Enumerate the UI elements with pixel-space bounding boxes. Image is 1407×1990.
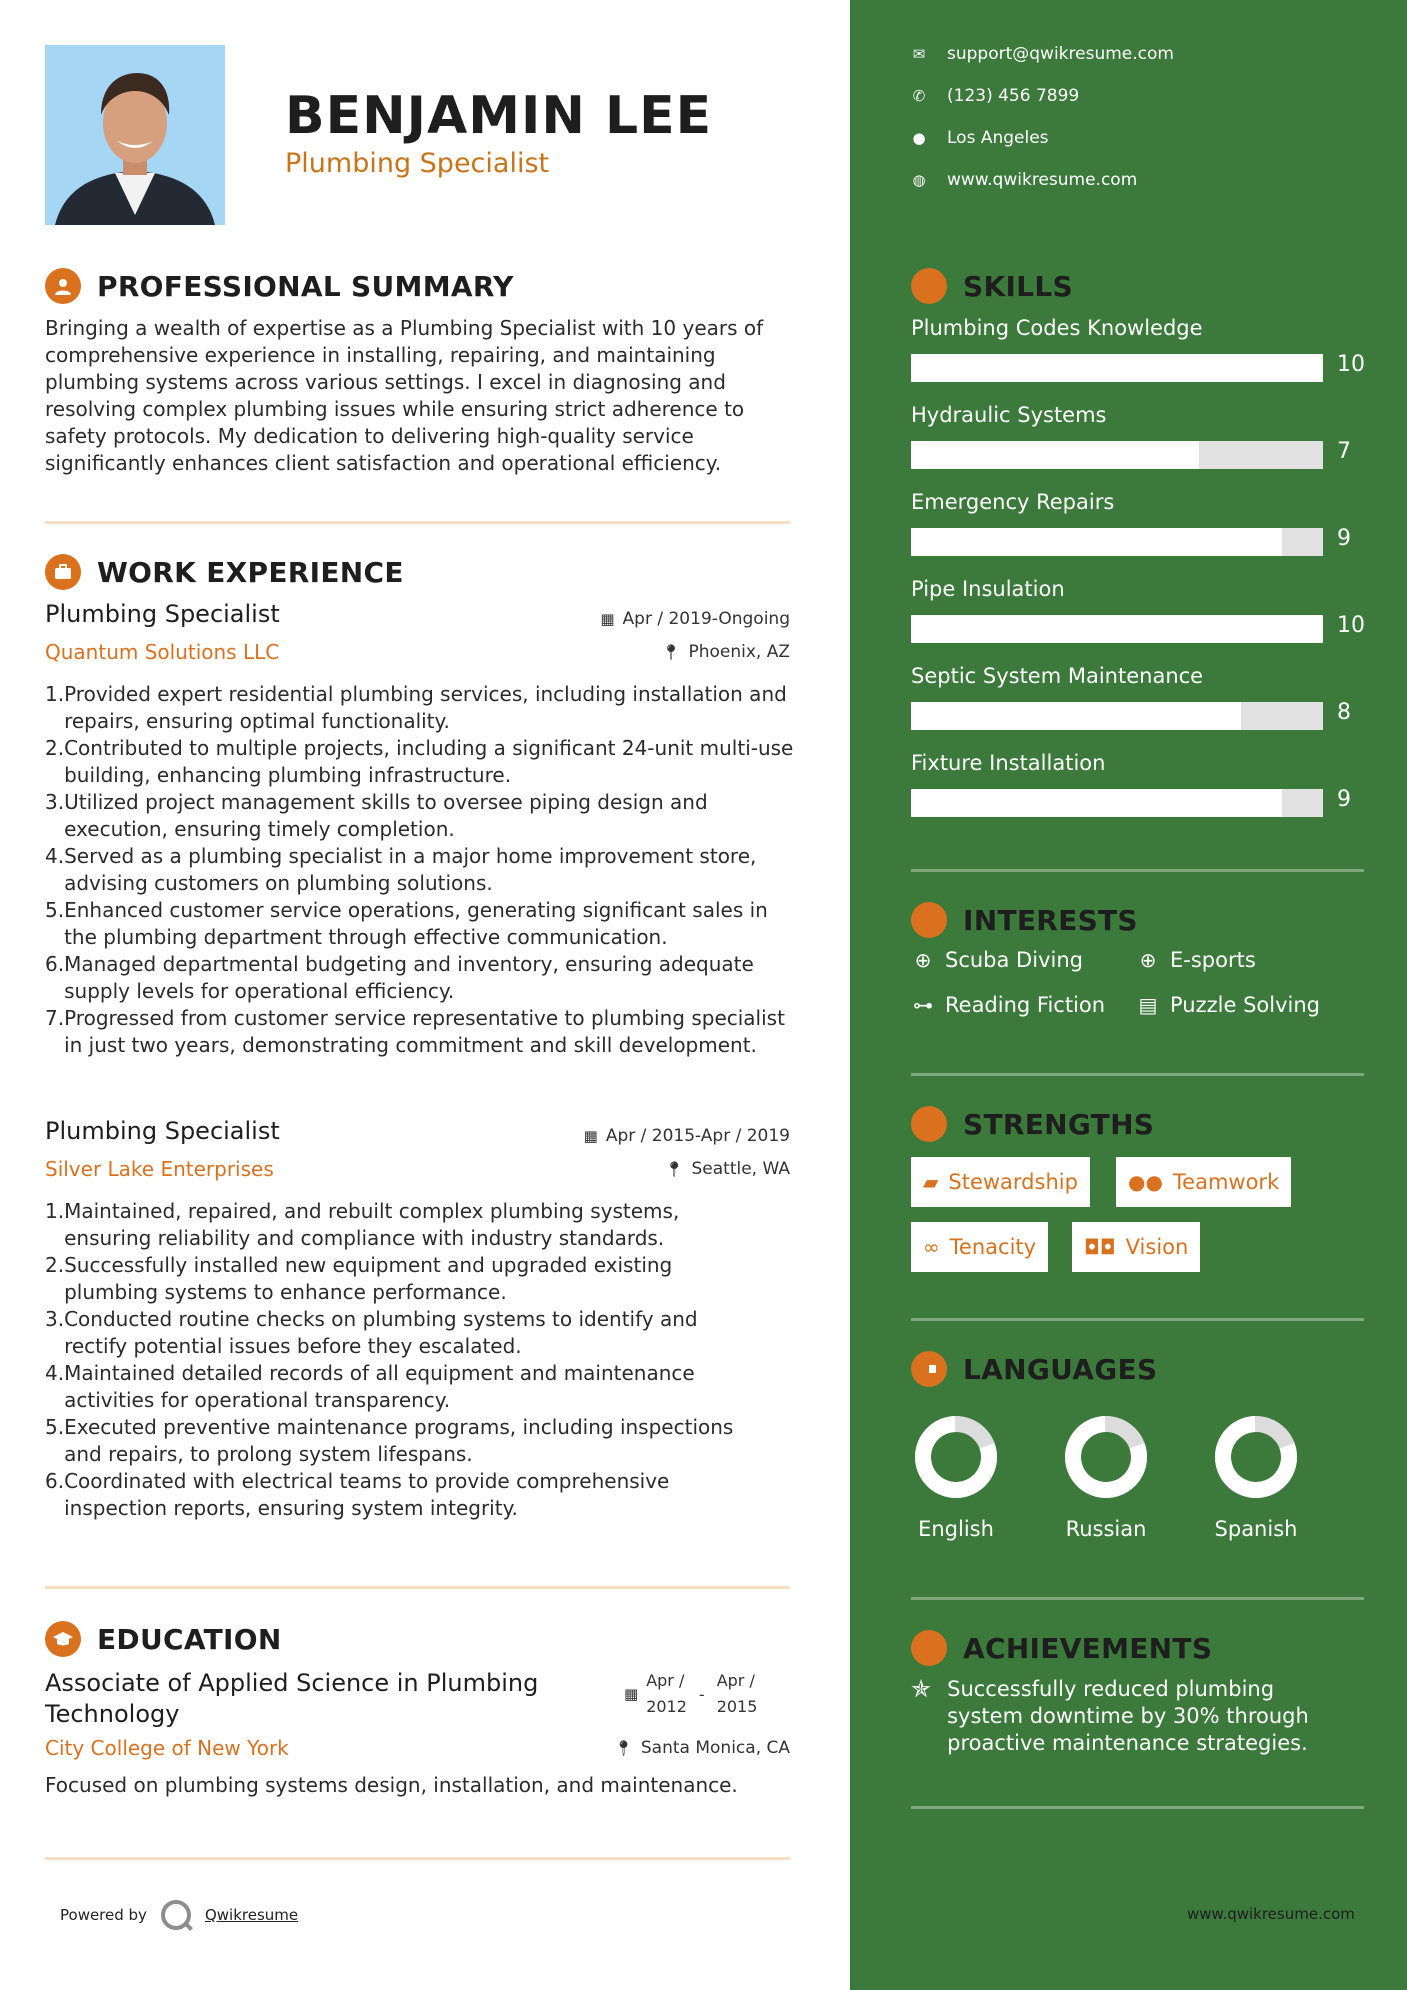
strength-label: Teamwork <box>1172 1170 1280 1194</box>
pin-icon: 📍︎ <box>661 643 681 661</box>
strengths-heading-text: STRENGTHS <box>963 1107 1155 1141</box>
pin-icon: 📍︎ <box>664 1160 684 1178</box>
contact-website-text: www.qwikresume.com <box>947 170 1138 190</box>
skill-label: Pipe Insulation <box>911 577 1065 601</box>
interest-label: Puzzle Solving <box>1170 993 1320 1017</box>
briefcase-icon: ▰ <box>923 1170 939 1194</box>
list-item: 3. Conducted routine checks on plumbing systems to identify and rectify potential issues before they escalated. <box>45 1307 698 1358</box>
strength-chip <box>911 1157 1090 1207</box>
achievements-heading-text: ACHIEVEMENTS <box>963 1631 1213 1665</box>
binoculars-icon: ◘◘ <box>1084 1235 1116 1259</box>
education-location-text: Santa Monica, CA <box>640 1738 790 1758</box>
job-date <box>600 609 790 629</box>
strength-label: Tenacity <box>949 1235 1037 1259</box>
gamepad-icon: ⊶ <box>913 993 933 1017</box>
education-start-year: 2012 <box>646 1697 687 1716</box>
strength-label: Vision <box>1125 1235 1189 1259</box>
job-location-text: Seattle, WA <box>691 1159 790 1179</box>
list-item: 1. Provided expert residential plumbing services, including installation and repairs, ensuring optimal functionality. <box>45 682 787 733</box>
skills-heading-text: SKILLS <box>963 269 1073 303</box>
footer-brand <box>60 1900 298 1930</box>
sidebar-divider <box>911 1318 1364 1321</box>
skill-bar-fill <box>911 702 1241 730</box>
contact-email-text: support@qwikresume.com <box>947 44 1174 64</box>
sidebar-divider <box>911 1806 1364 1809</box>
graduation-cap-icon <box>45 1621 81 1657</box>
list-item: 2. Successfully installed new equipment and upgraded existing plumbing systems to enhance performance. <box>45 1253 673 1304</box>
interest-item <box>911 948 1083 972</box>
footer-url[interactable]: www.qwikresume.com <box>1187 1905 1355 1923</box>
list-item: 2. Contributed to multiple projects, including a significant 24-unit multi-use building, enhancing plumbing infrastructure. <box>45 736 794 787</box>
skill-bar <box>911 441 1323 469</box>
list-item: 5. Executed preventive maintenance programs, including inspections and repairs, to prolong system lifespans. <box>45 1415 734 1466</box>
skill-bar <box>911 702 1323 730</box>
fist-icon <box>911 1106 947 1142</box>
contact-phone[interactable] <box>911 86 1079 106</box>
list-item: 4. Maintained detailed records of all equipment and maintenance activities for operational transparency. <box>45 1361 695 1412</box>
education-end-year: 2015 <box>716 1697 758 1716</box>
interest-label: Reading Fiction <box>945 993 1106 1017</box>
language-item <box>896 1415 1016 1541</box>
list-item: 4. Served as a plumbing specialist in a major home improvement store, advising customers on plumbing solutions. <box>45 844 757 895</box>
education-description: Focused on plumbing systems design, installation, and maintenance. <box>45 1773 738 1797</box>
skill-value: 10 <box>1337 352 1365 377</box>
qwikresume-link[interactable]: Qwikresume <box>204 1906 299 1924</box>
skill-bar <box>911 789 1323 817</box>
star-icon: ✯ <box>911 1675 932 1703</box>
language-item <box>1046 1415 1166 1541</box>
interest-item <box>1136 948 1256 972</box>
globe-icon: ◍ <box>912 171 926 189</box>
job-company: Silver Lake Enterprises <box>45 1157 274 1181</box>
education-start-month: Apr / <box>646 1671 685 1690</box>
skill-label: Hydraulic Systems <box>911 403 1107 427</box>
language-icon <box>911 1351 947 1387</box>
contact-location <box>911 128 1049 148</box>
job-title: Plumbing Specialist <box>45 600 280 628</box>
skill-bar-fill <box>911 789 1282 817</box>
powered-by-text: Powered by <box>60 1906 147 1924</box>
list-item: 5. Enhanced customer service operations, generating significant sales in the plumbing department through effective communication. <box>45 898 768 949</box>
skill-bar <box>911 615 1323 643</box>
contact-location-text: Los Angeles <box>947 128 1049 148</box>
job-location-text: Phoenix, AZ <box>688 642 790 662</box>
skill-label: Fixture Installation <box>911 751 1106 775</box>
job-title: Plumbing Specialist <box>45 1117 280 1145</box>
job-location <box>664 1159 790 1179</box>
skill-label: Septic System Maintenance <box>911 664 1204 688</box>
summary-text: Bringing a wealth of expertise as a Plumbing Specialist with 10 years of comprehensive experience in installing, repairing, and maintaining plumbing systems across various settings. I excel in diagnosing and resolving complex plumbing issues while ensuring strict adherence to safety protocols. My dedication to delivering high-quality service significantly enhances client satisfaction and operational efficiency. <box>45 316 764 475</box>
language-donut <box>1064 1415 1148 1499</box>
user-icon <box>45 268 81 304</box>
users-icon: ●● <box>1128 1170 1163 1194</box>
interests-heading <box>911 902 1138 938</box>
contact-email[interactable] <box>911 44 1174 64</box>
education-date <box>624 1668 757 1720</box>
education-degree: Associate of Applied Science in Plumbing Technology <box>45 1669 539 1728</box>
skill-value: 10 <box>1337 613 1365 638</box>
language-donut <box>914 1415 998 1499</box>
experience-heading <box>45 554 404 590</box>
sidebar-divider <box>911 869 1364 872</box>
list-item: 7. Progressed from customer service representative to plumbing specialist in just two years, demonstrating commitment and skill development. <box>45 1006 785 1057</box>
education-end-month: Apr / <box>716 1671 755 1690</box>
job-date-text: Apr / 2019-Ongoing <box>622 609 790 629</box>
skill-value: 7 <box>1337 439 1351 464</box>
envelope-icon: ✉ <box>912 45 926 63</box>
skills-heading <box>911 268 1073 304</box>
language-item <box>1196 1415 1316 1541</box>
achievement-text: Successfully reduced plumbing system downtime by 30% through proactive maintenance strategies. <box>947 1677 1309 1755</box>
interest-item <box>1136 993 1320 1017</box>
contact-phone-text: (123) 456 7899 <box>947 86 1080 106</box>
map-marker-icon: ● <box>912 129 926 147</box>
languages-heading-text: LANGUAGES <box>963 1352 1158 1386</box>
summary-heading <box>45 268 514 304</box>
candidate-title: Plumbing Specialist <box>285 148 550 179</box>
achievements-heading <box>911 1630 1212 1666</box>
education-school: City College of New York <box>45 1736 289 1760</box>
lightbulb-icon <box>911 268 947 304</box>
skill-bar <box>911 528 1323 556</box>
list-item: 6. Coordinated with electrical teams to provide comprehensive inspection reports, ensuring system integrity. <box>45 1469 670 1520</box>
skill-bar-fill <box>911 354 1323 382</box>
job-date <box>584 1126 790 1146</box>
life-ring-icon: ⊕ <box>914 948 932 972</box>
list-item: 1. Maintained, repaired, and rebuilt complex plumbing systems, ensuring reliability and compliance with industry standards. <box>45 1199 680 1250</box>
life-ring-icon: ⊕ <box>1139 948 1157 972</box>
interest-label: E-sports <box>1170 948 1256 972</box>
language-label: Spanish <box>1214 1517 1298 1541</box>
paper-plane-icon <box>911 902 947 938</box>
strength-chip <box>1116 1157 1291 1207</box>
education-location <box>614 1738 790 1758</box>
book-icon: ▤ <box>1138 993 1158 1017</box>
date-separator: - <box>698 1684 705 1704</box>
strength-label: Stewardship <box>948 1170 1078 1194</box>
language-donut <box>1214 1415 1298 1499</box>
skill-label: Emergency Repairs <box>911 490 1115 514</box>
strengths-heading <box>911 1106 1154 1142</box>
section-divider <box>45 1586 790 1589</box>
achievement-item <box>911 1676 1337 1757</box>
link-icon: ∞ <box>923 1235 940 1259</box>
skill-bar-fill <box>911 528 1282 556</box>
sidebar-divider <box>911 1073 1364 1076</box>
education-heading-text: EDUCATION <box>97 1622 282 1656</box>
language-label: Russian <box>1065 1517 1147 1541</box>
section-divider <box>45 1857 790 1860</box>
list-item: 6. Managed departmental budgeting and inventory, ensuring adequate supply levels for operational efficiency. <box>45 952 754 1003</box>
experience-heading-text: WORK EXPERIENCE <box>97 555 404 589</box>
candidate-name: BENJAMIN LEE <box>285 86 713 146</box>
interests-heading-text: INTERESTS <box>963 903 1138 937</box>
skill-bar-fill <box>911 615 1323 643</box>
qwikresume-logo-icon <box>161 1900 191 1930</box>
strength-chip <box>911 1222 1048 1272</box>
strength-chip <box>1072 1222 1200 1272</box>
language-label: English <box>918 1517 994 1541</box>
job-date-text: Apr / 2015-Apr / 2019 <box>605 1126 790 1146</box>
star-badge-icon <box>911 1630 947 1666</box>
sidebar-divider <box>911 1597 1364 1600</box>
list-item: 3. Utilized project management skills to oversee piping design and execution, ensuring timely completion. <box>45 790 708 841</box>
interest-item <box>911 993 1105 1017</box>
calendar-icon: ▦ <box>624 1685 639 1703</box>
section-divider <box>45 521 790 524</box>
skill-bar-fill <box>911 441 1199 469</box>
phone-icon: ✆ <box>912 87 926 105</box>
skill-label: Plumbing Codes Knowledge <box>911 316 1203 340</box>
profile-photo <box>45 45 225 225</box>
job-bullets <box>45 1198 765 1522</box>
summary-heading-text: PROFESSIONAL SUMMARY <box>97 269 514 303</box>
calendar-icon: ▦ <box>600 610 615 628</box>
skill-bar <box>911 354 1323 382</box>
education-heading <box>45 1621 282 1657</box>
job-company: Quantum Solutions LLC <box>45 640 280 664</box>
languages-heading <box>911 1351 1157 1387</box>
skill-value: 9 <box>1337 526 1351 551</box>
skill-value: 8 <box>1337 700 1351 725</box>
job-bullets <box>45 681 795 1059</box>
skill-value: 9 <box>1337 787 1351 812</box>
pin-icon: 📍︎ <box>613 1739 633 1757</box>
briefcase-icon <box>45 554 81 590</box>
calendar-icon: ▦ <box>583 1127 598 1145</box>
interest-label: Scuba Diving <box>945 948 1083 972</box>
contact-website[interactable] <box>911 170 1137 190</box>
job-location <box>661 642 790 662</box>
